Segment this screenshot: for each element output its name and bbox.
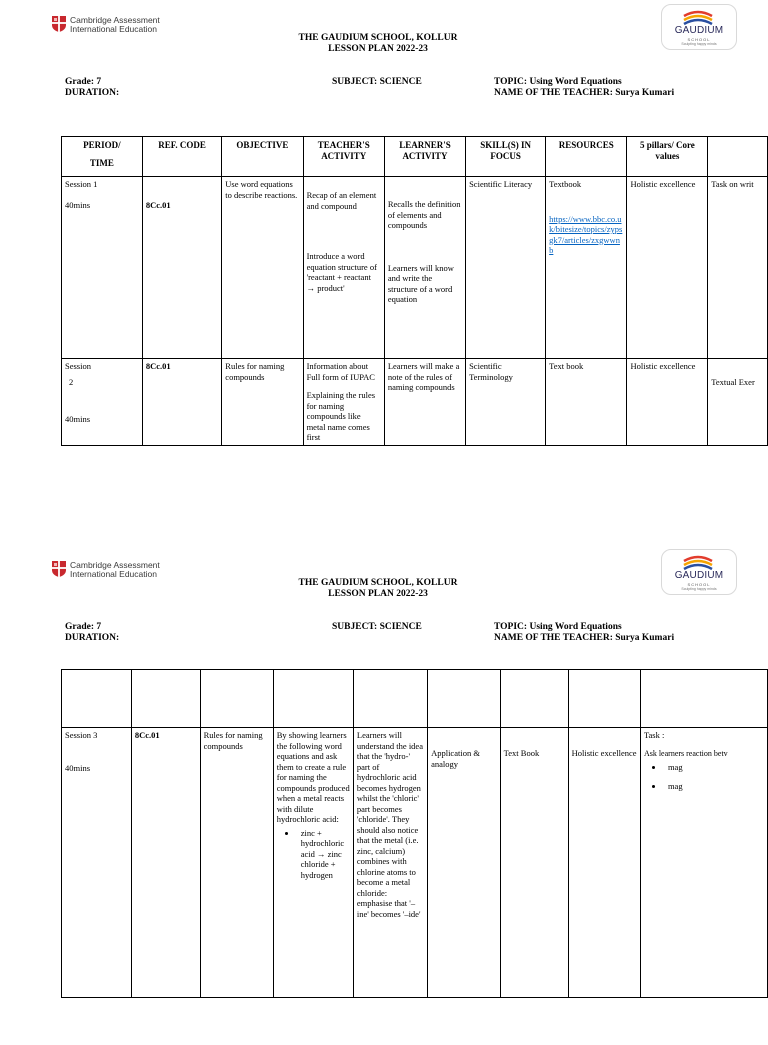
learner-activity-cell: Learners will understand the idea that the 'hydro-' part of hydrochloric acid becomes hydrogen whilst the 'chloric' part becomes 'chloride'. They should also notice that the metal (i.e. zinc, calcium) combines with chlorine atoms to become a metal chloride: emphasise that '–ine' becomes '–ide' (353, 728, 427, 998)
topic-label: TOPIC: Using Word Equations (494, 77, 622, 87)
resource-cell: Textbook https://www.bbc.co.uk/bitesize/topics/zypsgk7/articles/zxgwwnb (546, 177, 627, 359)
period-cell: Session 3 40mins (62, 728, 132, 998)
ref-cell: 8Cc.01 (131, 728, 200, 998)
pillar-cell: Holistic excellence (568, 728, 640, 998)
col-ref-code: REF. CODE (142, 137, 221, 177)
period-cell: Session 2 40mins (62, 359, 143, 446)
lesson-plan-page-1 (0, 0, 768, 500)
subject-label: SUBJECT: SCIENCE (332, 77, 422, 87)
teacher-activity-cell: By showing learners the following word equations and ask them to create a rule for naming the compounds produced when a metal reacts with dilute hydrochloric acid: • zinc + hydrochloric acid → zinc chloride + hydrogen (273, 728, 353, 998)
col-teacher-activity: TEACHER'S ACTIVITY (303, 137, 384, 177)
cambridge-logo (52, 16, 160, 34)
lesson-plan-table-1 (61, 136, 768, 446)
grade-label: Grade: 7 (65, 622, 102, 632)
gaudium-logo (661, 4, 737, 50)
gaudium-name: GAUDIUM (674, 570, 724, 581)
objective-cell: Use word equations to describe reactions. (222, 177, 303, 359)
assessment-cell: Task : Ask learners reaction betv • mag • mag (640, 728, 767, 998)
teacher-label: NAME OF THE TEACHER: Surya Kumari (494, 633, 675, 643)
gaudium-stripes-icon (680, 10, 716, 26)
cambridge-sub: International Education (70, 24, 157, 34)
table-row (62, 177, 768, 359)
learner-activity-cell: Learners will make a note of the rules of naming compounds (384, 359, 465, 446)
pillar-cell: Holistic excellence (627, 177, 708, 359)
duration-label: DURATION: (65, 88, 120, 98)
objective-cell: Rules for naming compounds (200, 728, 273, 998)
assessment-cell: Task on writ (708, 177, 768, 359)
cambridge-shield-icon (52, 561, 66, 577)
duration-label: DURATION: (65, 633, 120, 643)
cambridge-logo (52, 561, 160, 579)
school-name: THE GAUDIUM SCHOOL, KOLLUR (298, 33, 458, 43)
lesson-plan-page-2 (0, 545, 768, 1045)
col-objective: OBJECTIVE (222, 137, 303, 177)
skill-cell: Scientific Literacy (466, 177, 546, 359)
cambridge-shield-icon (52, 16, 66, 32)
assessment-cell: Textual Exer (708, 359, 768, 446)
col-learner-activity: LEARNER'S ACTIVITY (384, 137, 465, 177)
gaudium-school: SCHOOL (687, 582, 711, 587)
teacher-activity-cell: Information about Full form of IUPAC Explaining the rules for naming compounds like metal name comes first (303, 359, 384, 446)
resource-cell: Text Book (500, 728, 568, 998)
table-header-row (62, 137, 768, 177)
table-row (62, 359, 768, 446)
school-title (0, 33, 756, 55)
col-resources: RESOURCES (546, 137, 627, 177)
school-name: THE GAUDIUM SCHOOL, KOLLUR (298, 578, 458, 588)
teacher-label: NAME OF THE TEACHER: Surya Kumari (494, 88, 675, 98)
bbc-bitesize-link[interactable]: https://www.bbc.co.uk/bitesize/topics/zypsgk7/articles/zxgwwnb (549, 213, 623, 255)
gaudium-name: GAUDIUM (674, 25, 724, 36)
cambridge-name: Cambridge Assessment (70, 15, 160, 25)
equation-bullet: • zinc + hydrochloric acid → zinc chloride + hydrogen (297, 828, 350, 881)
ref-cell: 8Cc.01 (142, 177, 221, 359)
school-title (0, 578, 756, 600)
pillar-cell: Holistic excellence (627, 359, 708, 446)
cambridge-sub: International Education (70, 569, 157, 579)
gaudium-tagline: Sculpting happy minds (681, 587, 717, 591)
cambridge-name: Cambridge Assessment (70, 560, 160, 570)
ref-cell: 8Cc.01 (142, 359, 221, 446)
teacher-activity-cell: Recap of an element and compound Introduce a word equation structure of 'reactant + reactant → product' (303, 177, 384, 359)
period-cell: Session 1 40mins (62, 177, 143, 359)
subject-label: SUBJECT: SCIENCE (332, 622, 422, 632)
learner-activity-cell: Recalls the definition of elements and compounds Learners will know and write the structure of a word equation (384, 177, 465, 359)
resource-cell: Text book (546, 359, 627, 446)
col-skills: SKILL(S) IN FOCUS (466, 137, 546, 177)
col-assessment (708, 137, 768, 177)
table-row (62, 728, 768, 998)
gaudium-school: SCHOOL (687, 37, 711, 42)
gaudium-logo (661, 549, 737, 595)
col-pillars: 5 pillars/ Core values (627, 137, 708, 177)
topic-label: TOPIC: Using Word Equations (494, 622, 622, 632)
skill-cell: Application & analogy (428, 728, 501, 998)
col-period: PERIOD/ TIME (62, 137, 143, 177)
table-header-row (62, 670, 768, 728)
plan-title: LESSON PLAN 2022-23 (328, 589, 428, 599)
gaudium-tagline: Sculpting happy minds (681, 42, 717, 46)
grade-label: Grade: 7 (65, 77, 102, 87)
objective-cell: Rules for naming compounds (222, 359, 303, 446)
gaudium-stripes-icon (680, 555, 716, 571)
skill-cell: Scientific Terminology (466, 359, 546, 446)
lesson-plan-table-2 (61, 669, 768, 998)
plan-title: LESSON PLAN 2022-23 (328, 44, 428, 54)
